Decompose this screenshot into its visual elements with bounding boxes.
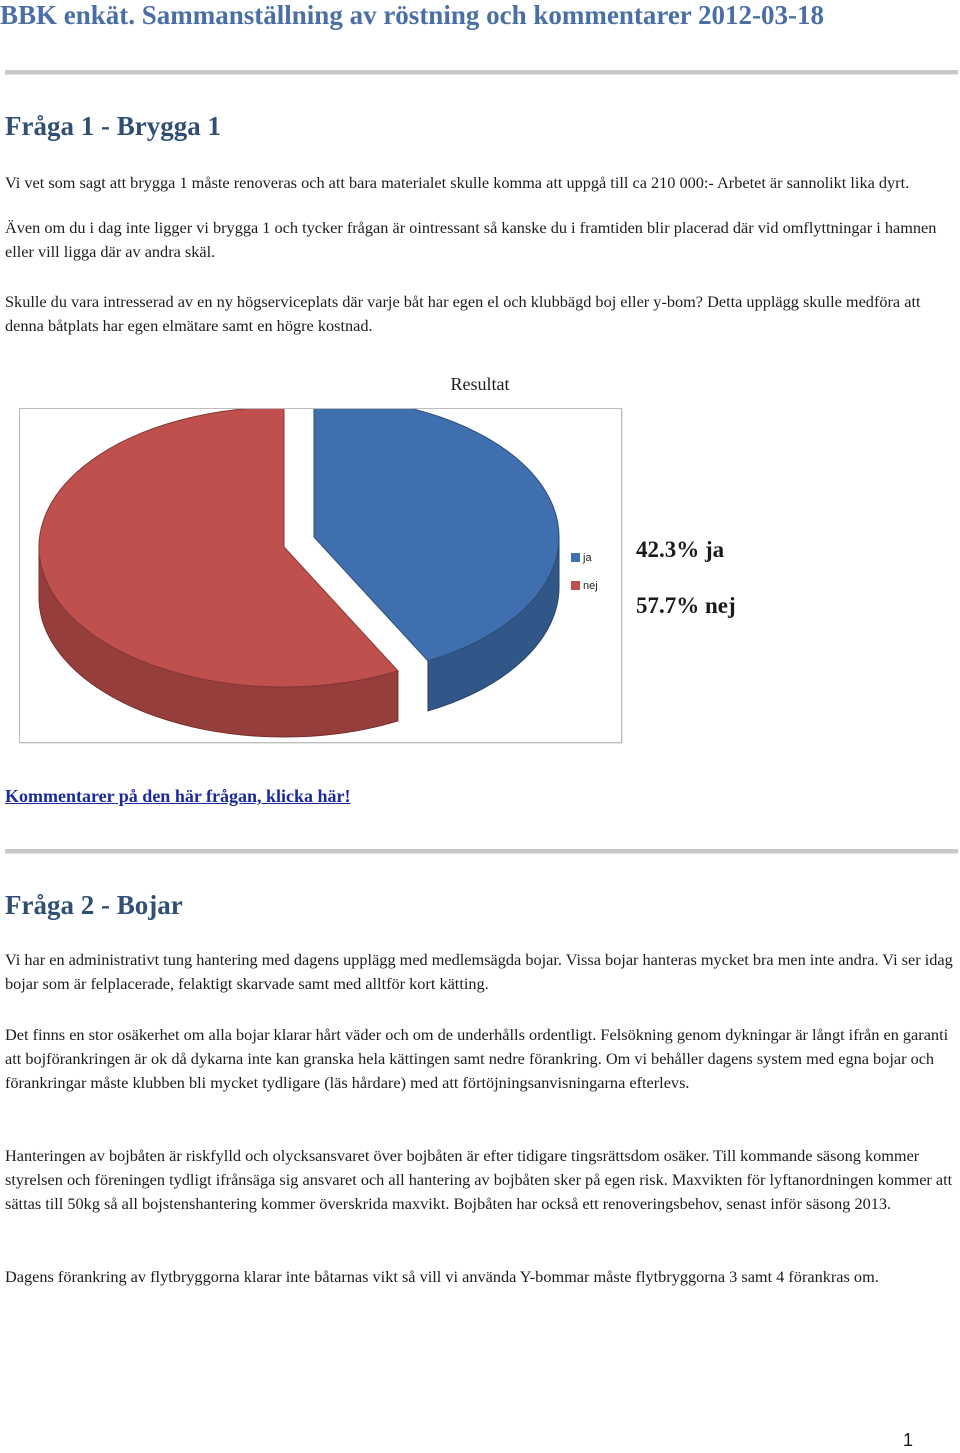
question-2-paragraph: Vi har en administrativt tung hantering med dagens upplägg med medlemsägda bojar. Vissa bojar hanteras mycket bra men inte andra. Vi ser idag bojar som är felplacerade, felaktigt skarvade samt med alltför kort kätting.: [5, 950, 953, 993]
legend-swatch-nej: [571, 581, 580, 590]
question-1-title: Fråga 1 - Brygga 1: [5, 111, 221, 141]
question-2-title: Fråga 2 - Bojar: [5, 890, 183, 920]
page-number: 1: [903, 1430, 914, 1450]
question-2-paragraph: Det finns en stor osäkerhet om alla bojar klarar hårt väder och om de underhålls ordentligt. Felsökning genom dykningar är långt ifrån en garanti att bojförankringen är ok då dykarna inte kan granska hela kättingen samt nedre förankring. Om vi behåller dagens system med egna bojar och förankringar måste klubben bli mycket tydligare (läs hårdare) med att förtöjningsanvisningarna efterlevs.: [5, 1025, 949, 1092]
question-2-paragraph: Hanteringen av bojbåten är riskfylld och olycksansvaret över bojbåten är efter tidigare tingsrättsdom osäker. Till kommande säsong kommer styrelsen och föreningen tydligt ifrånsäga sig ansvaret och all hantering av bojbåten sker på egen risk. Maxvikten för lyftanordningen kommer att sättas till 50kg så all bojstenshantering kommer överskrida maxvikt. Bojbåten har också ett renoveringsbehov, senast inför säsong 2013.: [5, 1146, 953, 1213]
legend-label-nej: nej: [583, 580, 598, 592]
question-1-paragraph: Även om du i dag inte ligger vi brygga 1 och tycker frågan är ointressant så kanske du i framtiden blir placerad där vid omflyttningar i hamnen eller vill ligga där av andra skäl.: [5, 218, 937, 261]
question-2-paragraph: Dagens förankring av flytbryggorna klarar inte båtarnas vikt så vill vi använda Y-bommar måste flytbryggorna 3 samt 4 förankras om.: [5, 1267, 879, 1286]
question-1-paragraph: Vi vet som sagt att brygga 1 måste renoveras och att bara materialet skulle komma att uppgå till ca 210 000:- Arbetet är sannolikt lika dyrt.: [5, 173, 910, 192]
page-title: BBK enkät. Sammanställning av röstning och kommentarer 2012-03-18: [0, 0, 825, 30]
section-divider: [5, 849, 958, 854]
result-nej-label: 57.7% nej: [636, 593, 736, 618]
section-divider: [5, 70, 958, 75]
pie-chart-box: [19, 408, 622, 743]
chart-caption: Resultat: [450, 374, 510, 394]
pie-chart: [20, 409, 621, 742]
question-1-question-text: Skulle du vara intresserad av en ny högserviceplats där varje båt har egen el och klubbägd boj eller y-bom? Detta upplägg skulle medföra att denna båtplats har egen elmätare samt en högre kostnad.: [5, 292, 921, 335]
legend-label-ja: ja: [583, 552, 592, 564]
legend-swatch-ja: [571, 553, 580, 562]
comments-link[interactable]: Kommentarer på den här frågan, klicka här!: [5, 786, 351, 806]
result-ja-label: 42.3% ja: [636, 537, 725, 562]
